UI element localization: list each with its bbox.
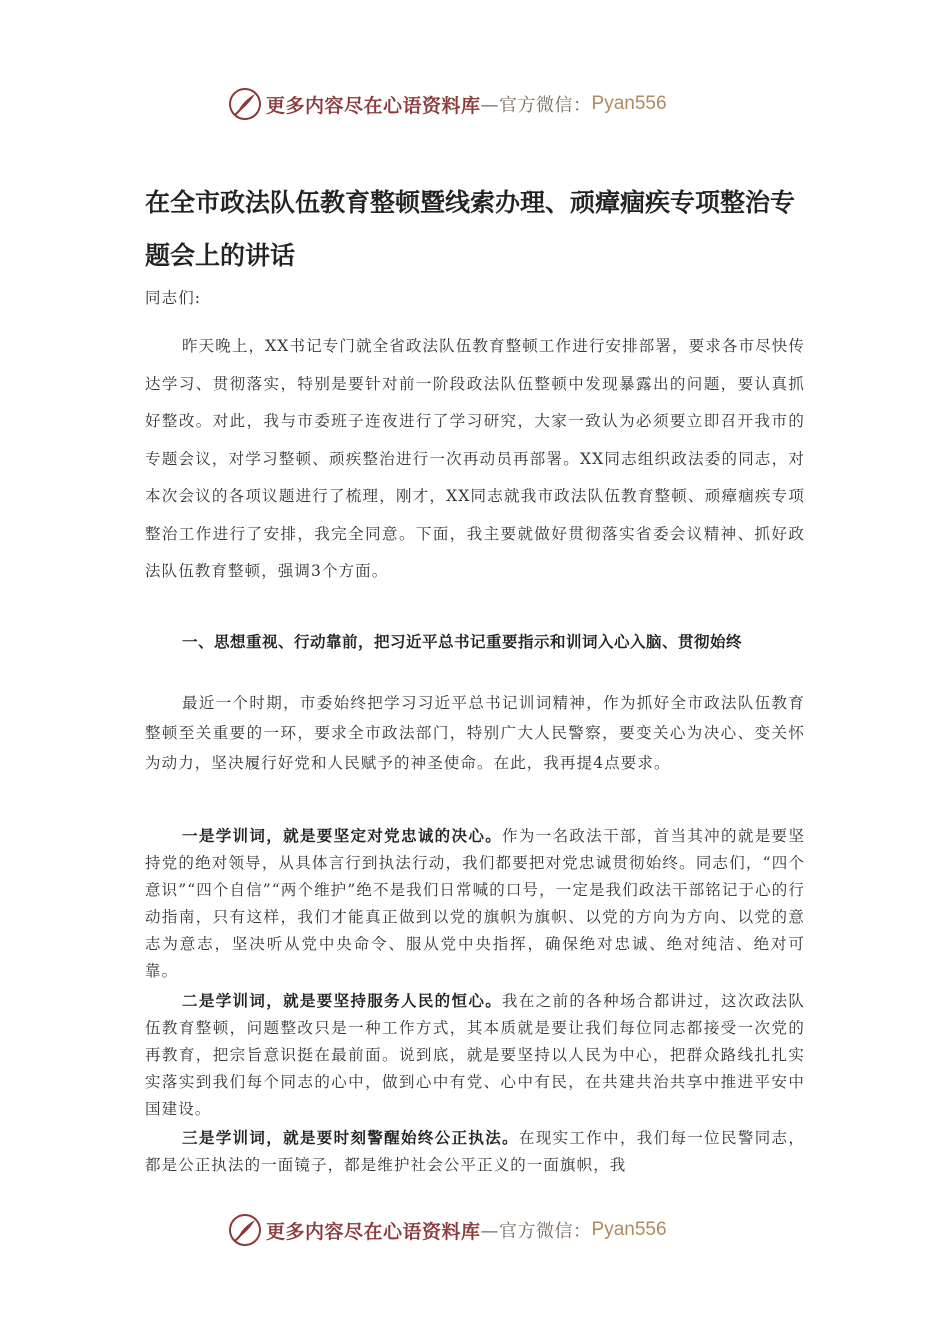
banner-sub: —官方微信：	[480, 95, 592, 116]
point-1-text: 作为一名政法干部，首当其冲的就是要坚持党的绝对领导，从具体言行到执法行动，我们都要把对党忠诚贯彻始终。同志们，“四个意识”“四个自信”“两个维护”绝不是我们日常喊的口号，一定是我们政法干部铭记于心的行动指南，只有这样，我们才能真正做到以党的旗帜为旗帜、以党的方向为方向、以党的意志为意志，坚决听从党中央命令、服从党中央指挥，确保绝对忠诚、绝对纯洁、绝对可靠。	[145, 827, 805, 980]
section1-paragraph: 最近一个时期，市委始终把学习习近平总书记训词精神，作为抓好全市政法队伍教育整顿至关重要的一环，要求全市政法部门，特别广大人民警察，要变关心为决心、变关怀为动力，坚决履行好党和人民赋予的神圣使命。在此，我再提4点要求。	[145, 694, 805, 772]
point-2-paragraph	[145, 987, 805, 1123]
point-1-paragraph	[145, 822, 805, 985]
salutation: 同志们:	[145, 289, 202, 307]
point-2-lead: 二是学训词，就是要坚持服务人民的恒心。	[182, 991, 503, 1010]
point-1-lead: 一是学训词，就是要坚定对党忠诚的决心。	[182, 826, 503, 845]
point-3-text: 在现实工作中，我们每一位民警同志，都是公正执法的一面镜子，都是维护社会公平正义的一面旗帜，我	[145, 1129, 805, 1174]
document-title: 在全市政法队伍教育整顿暨线索办理、顽瘴痼疾专项整治专题会上的讲话	[145, 188, 796, 270]
point-3-paragraph	[145, 1124, 805, 1179]
intro-paragraph: 昨天晚上，XX书记专门就全省政法队伍教育整顿工作进行安排部署，要求各市尽快传达学习、贯彻落实，特别是要针对前一阶段政法队伍整顿中发现暴露出的问题，要认真抓好整改。对此，我与市委班子连夜进行了学习研究，大家一致认为必须要立即召开我市的专题会议，对学习整顿、顽疾整治进行一次再动员再部署。XX同志组织政法委的同志，对本次会议的各项议题进行了梳理，刚才，XX同志就我市政法队伍教育整顿、顽瘴痼疾专项整治工作进行了安排，我完全同意。下面，我主要就做好贯彻落实省委会议精神、抓好政法队伍教育整顿，强调3个方面。	[145, 337, 805, 580]
point-3-lead: 三是学训词，就是要时刻警醒始终公正执法。	[182, 1128, 519, 1147]
point-2-text: 我在之前的各种场合都讲过，这次政法队伍教育整顿，问题整改只是一种工作方式，其本质就是要让我们每位同志都接受一次党的再教育，把宗旨意识挺在最前面。说到底，就是要坚持以人民为中心，把群众路线扎扎实实落实到我们每个同志的心中，做到心中有党、心中有民，在共建共治共享中推进平安中国建设。	[145, 992, 805, 1118]
header-banner	[228, 84, 667, 124]
quill-logo-icon	[228, 87, 262, 121]
banner-sub: —官方微信：	[480, 1221, 592, 1242]
banner-wechat-id: Pyan556	[591, 93, 667, 114]
footer-banner	[228, 1210, 667, 1250]
banner-brand: 更多内容尽在心语资料库	[266, 94, 481, 117]
section-heading-1: 一、思想重视、行动靠前，把习近平总书记重要指示和训词入心入脑、贯彻始终	[182, 633, 743, 651]
banner-brand: 更多内容尽在心语资料库	[266, 1220, 481, 1243]
quill-logo-icon	[228, 1213, 262, 1247]
banner-wechat-id: Pyan556	[591, 1219, 667, 1240]
